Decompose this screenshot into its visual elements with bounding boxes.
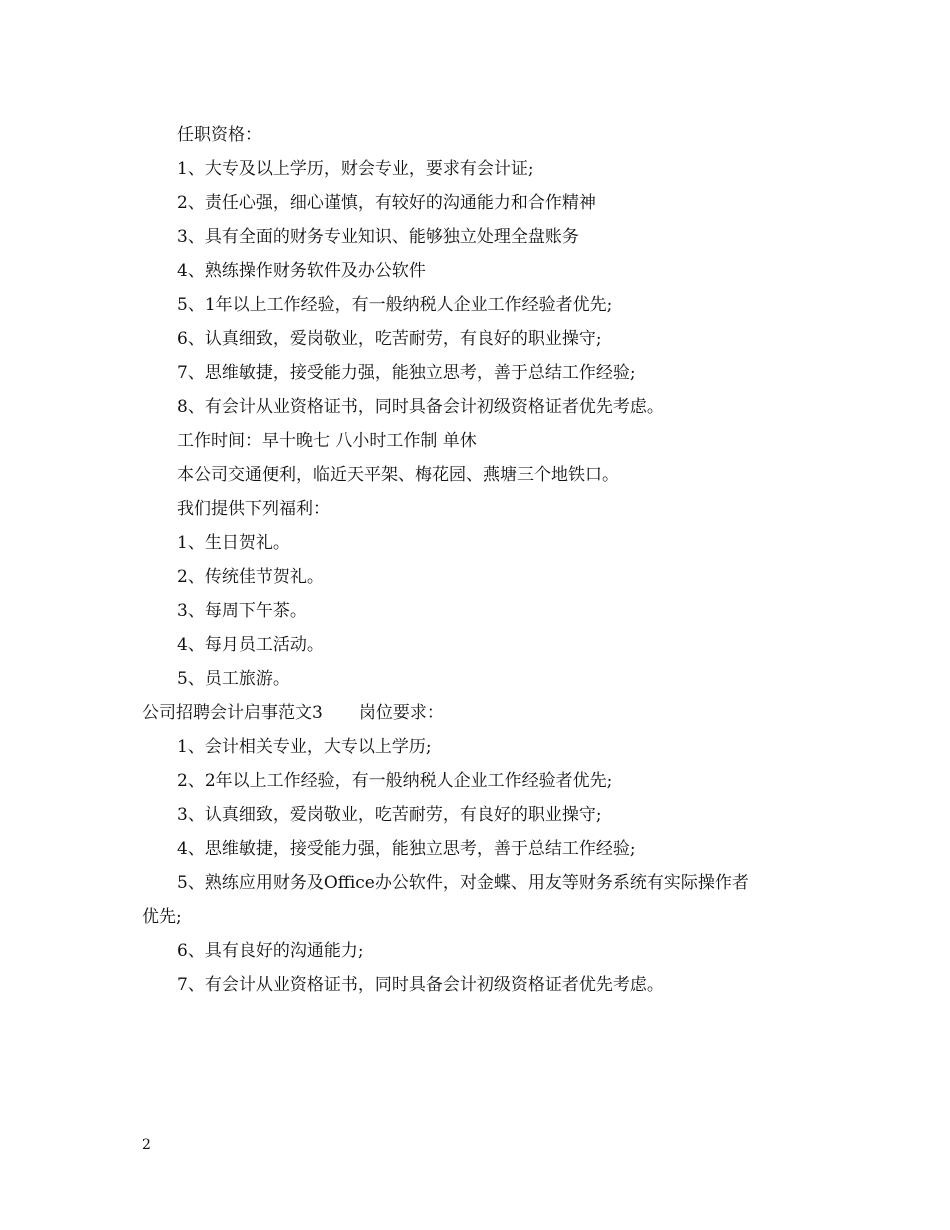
qualification-item: 5、1年以上工作经验，有一般纳税人企业工作经验者优先; [177,295,613,315]
requirement-item: 7、有会计从业资格证书，同时具备会计初级资格证者优先考虑。 [177,975,664,995]
benefits-heading: 我们提供下列福利： [177,499,330,519]
requirements-heading: 岗位要求： [358,703,444,723]
qualifications-heading: 任职资格： [177,125,262,145]
qualification-item: 2、责任心强，细心谨慎，有较好的沟通能力和合作精神 [177,193,596,213]
requirement-item: 3、认真细致，爱岗敬业，吃苦耐劳，有良好的职业操守; [177,805,602,825]
benefit-item: 3、每周下午茶。 [177,601,307,621]
benefit-item: 4、每月员工活动。 [177,635,324,655]
article3-title-line [142,696,822,730]
requirement-item: 4、思维敏捷，接受能力强，能独立思考，善于总结工作经验; [177,839,636,859]
qualification-item: 3、具有全面的财务专业知识、能够独立处理全盘账务 [177,227,579,247]
transport-info: 本公司交通便利，临近天平架、梅花园、燕塘三个地铁口。 [177,465,619,485]
document-body [142,118,822,1002]
benefit-item: 1、生日贺礼。 [177,533,290,553]
work-time: 工作时间：早十晚七 八小时工作制 单休 [177,431,477,451]
requirement-item-5-line2: 优先; [142,907,182,927]
qualification-item: 6、认真细致，爱岗敬业，吃苦耐劳，有良好的职业操守; [177,329,602,349]
qualification-item: 7、思维敏捷，接受能力强，能独立思考，善于总结工作经验; [177,363,636,383]
article3-title: 公司招聘会计启事范文3 [142,703,323,723]
page-number: 2 [142,1137,151,1153]
requirement-item-5-line1: 5、熟练应用财务及Office办公软件，对金蝶、用友等财务系统有实际操作者 [177,873,749,893]
benefit-item: 5、员工旅游。 [177,669,290,689]
qualification-item: 4、熟练操作财务软件及办公软件 [177,261,426,281]
qualification-item: 1、大专及以上学历，财会专业，要求有会计证; [177,159,534,179]
requirement-item: 1、会计相关专业，大专以上学历; [177,737,432,757]
requirement-item: 6、具有良好的沟通能力; [177,941,364,961]
benefit-item: 2、传统佳节贺礼。 [177,567,324,587]
qualification-item: 8、有会计从业资格证书，同时具备会计初级资格证者优先考虑。 [177,397,664,417]
requirement-item: 2、2年以上工作经验，有一般纳税人企业工作经验者优先; [177,771,613,791]
